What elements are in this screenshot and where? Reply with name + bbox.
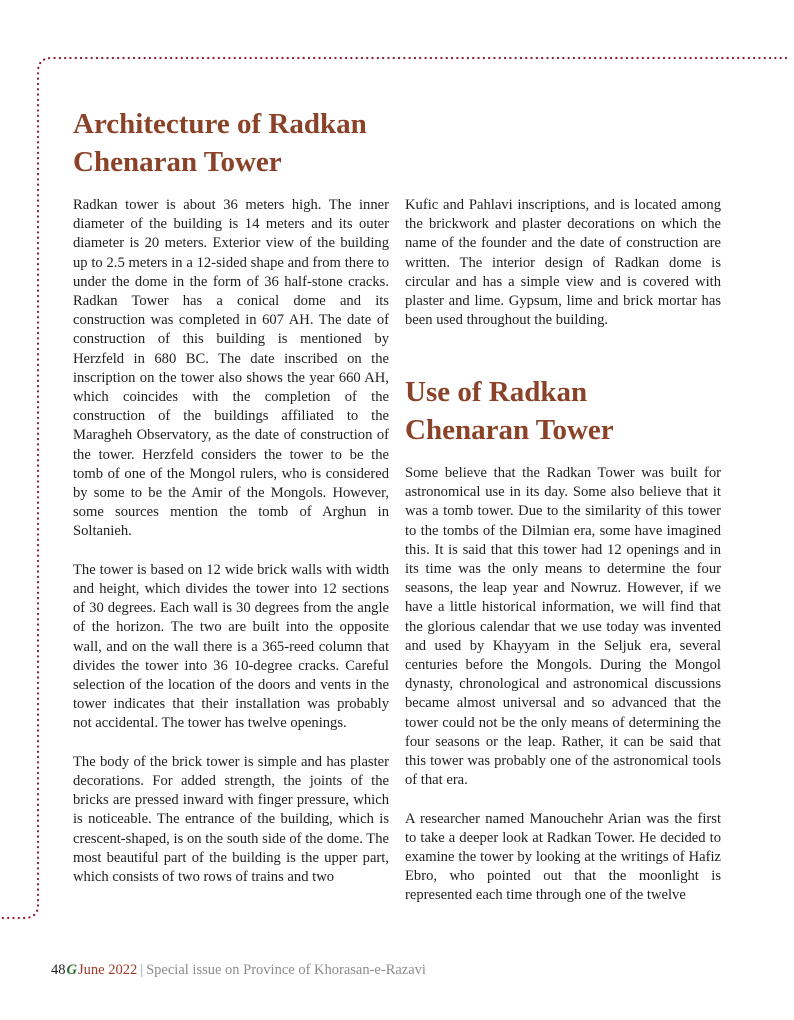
issue-title: Special issue on Province of Khorasan-e-Razavi	[146, 962, 426, 978]
footer-separator: |	[140, 962, 144, 978]
section-title-use	[405, 373, 725, 449]
right-column-top	[405, 196, 721, 330]
paragraph: Kufic and Pahlavi inscriptions, and is located among the brickwork and plaster decorations on which the name of the founder and the date of construction are written. The interior design of Radkan dome is circular and has a simple view and is covered with plaster and lime. Gypsum, lime and brick mortar has been used throughout the building.	[405, 197, 721, 329]
section-title-architecture	[73, 105, 393, 181]
magazine-logo-icon: G	[66, 962, 77, 978]
page-footer	[51, 960, 426, 980]
paragraph: A researcher named Manouchehr Arian was the first to take a deeper look at Radkan Tower. He decided to examine the tower by looking at the writings of Hafiz Ebro, who pointed out that the moonlight is represented each time through one of the twelve	[405, 810, 721, 904]
paragraph: The body of the brick tower is simple and has plaster decorations. For added strength, the joints of the bricks are pressed inward with finger pressure, which is noticeable. The entrance of the building, which is crescent-shaped, is on the south side of the dome. The most beautiful part of the building is the upper part, which consists of two rows of trains and two	[73, 753, 389, 886]
left-column	[73, 196, 389, 887]
title-line-1: Architecture of Radkan	[73, 108, 367, 140]
title-line-1: Use of Radkan	[405, 376, 588, 408]
paragraph: Radkan tower is about 36 meters high. The inner diameter of the building is 14 meters and its outer diameter is 20 meters. Exterior view of the building up to 2.5 meters in a 12-sided shape and from there to under the dome in the form of 36 half-stone cracks. Radkan Tower has a conical dome and its construction was completed in 607 AH. The date of construction of this building is mentioned by Herzfeld in 680 BC. The date inscribed on the inscription on the tower also shows the year 660 AH, which coincides with the completion of the construction of the buildings affiliated to the Maragheh Observatory, as the date of construction of the tower. Herzfeld considers the tower to be the tomb of one of the Mongol rulers, who is considered by some to be the Amir of the Mongols. However, some sources mention the tomb of Arghun in Soltanieh.	[73, 197, 389, 540]
page-number: 48	[51, 962, 66, 978]
title-line-2: Chenaran Tower	[73, 146, 282, 178]
issue-date: June 2022	[77, 962, 138, 978]
paragraph: Some believe that the Radkan Tower was built for astronomical use in its day. Some also believe that it was a tomb tower. Due to the similarity of this tower to the tombs of the Dilmian era, some have imagined this. It is said that this tower had 12 openings and in its time was the only means to determine the four seasons, the leap year and Nowruz. However, if we have a little historical information, we will find that the glorious calendar that we use today was invented and used by Khayyam in the Seljuk era, several centuries before the Mongols. During the Mongol dynasty, chronological and astronomical discussions became almost universal and so advanced that the tower could not be the only means of determining the four seasons or the leap. Rather, it can be said that this tower was probably one of the astronomical tools of that era.	[405, 465, 721, 789]
title-line-2: Chenaran Tower	[405, 414, 614, 446]
paragraph: The tower is based on 12 wide brick walls with width and height, which divides the tower into 12 sections of 30 degrees. Each wall is 30 degrees from the angle of the horizon. The two are built into the opposite wall, and on the wall there is a 365-reed column that divides the tower into 36 10-degree cracks. Careful selection of the location of the doors and vents in the tower indicates that their installation was probably not accidental. The tower has twelve openings.	[73, 561, 389, 732]
right-column-bottom	[405, 464, 721, 906]
